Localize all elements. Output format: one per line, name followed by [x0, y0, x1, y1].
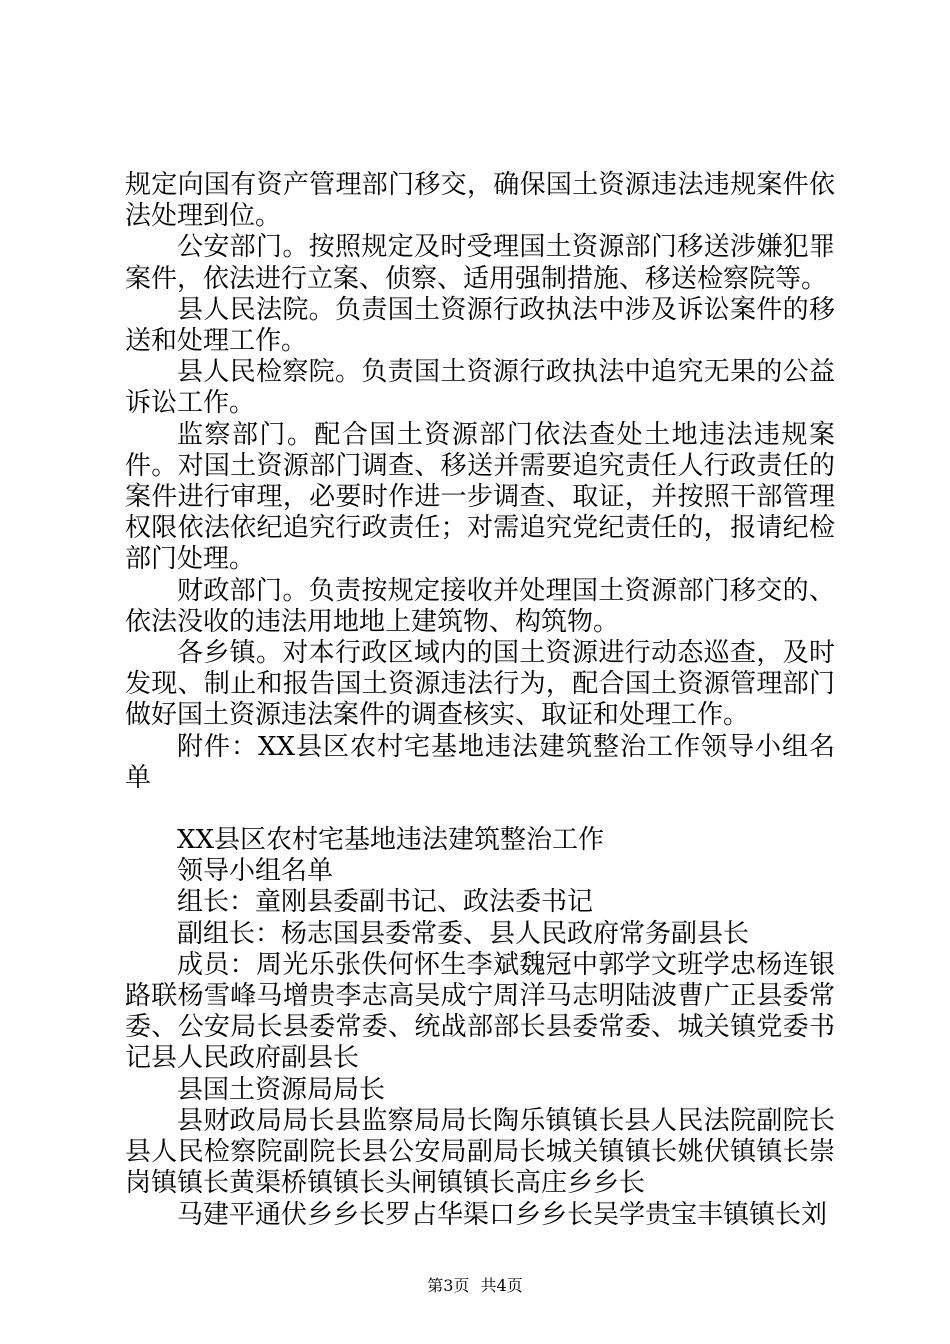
paragraph: 监察部门。配合国土资源部门依法查处土地违法违规案件。对国土资源部门调查、移送并需要追究责任人行政责任的案件进行审理，必要时作进一步调查、取证，并按照干部管理权限依法依纪追究行政责任；对需追究党纪责任的，报请纪检部门处理。 — [125, 419, 835, 575]
deputy-leader-line: 副组长：杨志国县委常委、县人民政府常务副县长 — [177, 918, 750, 949]
paragraph: 县国土资源局局长 — [177, 1074, 386, 1105]
document-body — [125, 170, 835, 1231]
blank-line — [125, 794, 835, 825]
paragraph: 各乡镇。对本行政区域内的国土资源进行动态巡查，及时发现、制止和报告国土资源违法行为，配合国土资源管理部门做好国土资源违法案件的调查核实、取证和处理工作。 — [125, 638, 835, 731]
paragraph: 公安部门。按照规定及时受理国土资源部门移送涉嫌犯罪案件，依法进行立案、侦察、适用强制措施、移送检察院等。 — [125, 232, 835, 294]
paragraph: 县财政局局长县监察局局长陶乐镇镇长县人民法院副院长县人民检察院副院长县公安局副局长城关镇镇长姚伏镇镇长崇岗镇镇长黄渠桥镇镇长头闸镇镇长高庄乡乡长 — [125, 1105, 835, 1199]
list-title: XX县区农村宅基地违法建筑整治工作 — [177, 825, 605, 856]
attachment-line: 附件：XX县区农村宅基地违法建筑整治工作领导小组名单 — [125, 731, 835, 793]
paragraph: 马建平通伏乡乡长罗占华渠口乡乡长吴学贵宝丰镇镇长刘 — [177, 1199, 828, 1230]
members-paragraph: 成员：周光乐张佚何怀生李斌魏冠中郭学文班学忠杨连银路联杨雪峰马增贵李志高吴成宁周洋马志明陆波曹广正县委常委、公安局长县委常委、统战部部长县委常委、城关镇党委书记县人民政府副县长 — [125, 949, 835, 1074]
paragraph: 财政部门。负责按规定接收并处理国土资源部门移交的、依法没收的违法用地地上建筑物、构筑物。 — [125, 575, 835, 637]
paragraph: 规定向国有资产管理部门移交，确保国土资源违法违规案件依法处理到位。 — [125, 170, 835, 232]
list-subtitle: 领导小组名单 — [177, 856, 334, 887]
paragraph: 县人民法院。负责国土资源行政执法中涉及诉讼案件的移送和处理工作。 — [125, 294, 835, 357]
page-total: 共4页 — [480, 1276, 523, 1295]
page-footer — [0, 1276, 950, 1296]
paragraph: 县人民检察院。负责国土资源行政执法中追究无果的公益诉讼工作。 — [125, 357, 835, 419]
page-number: 第3页 — [427, 1276, 470, 1295]
leader-line: 组长：童刚县委副书记、政法委书记 — [177, 887, 594, 918]
